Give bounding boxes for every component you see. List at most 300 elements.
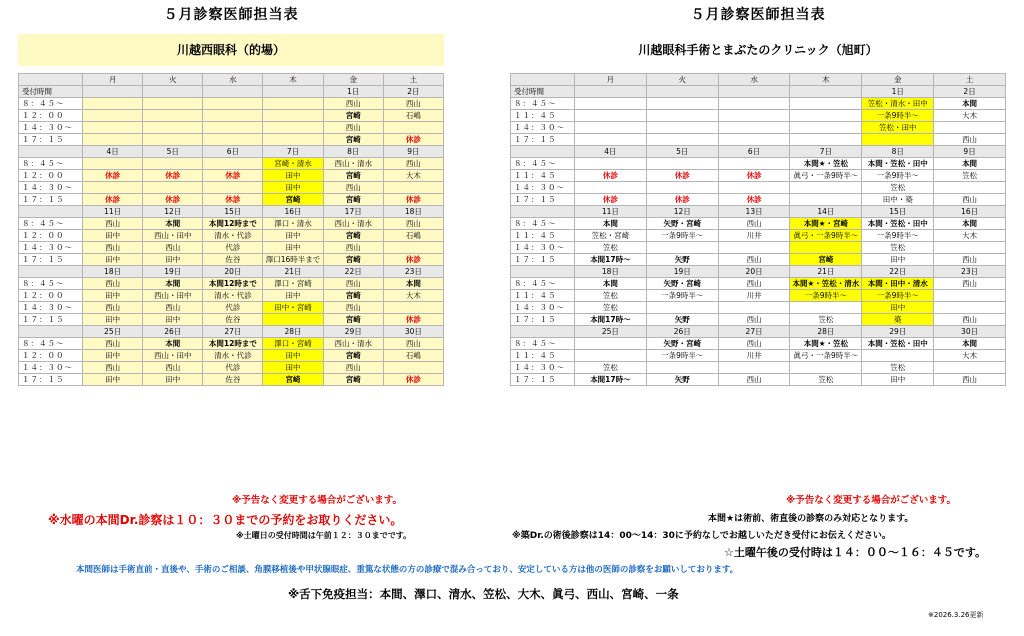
schedule-cell: 宮崎 (323, 134, 383, 146)
schedule-cell (203, 110, 263, 122)
schedule-cell: 本間・田中・清水 (862, 278, 934, 290)
date-cell: 9日 (383, 146, 443, 158)
schedule-cell: 矢野 (646, 254, 718, 266)
am-time-label: ８：４５～ (511, 98, 575, 110)
date-cell: 1日 (862, 86, 934, 98)
schedule-cell: 大木 (383, 290, 443, 302)
schedule-cell: 休診 (383, 374, 443, 386)
schedule-cell (263, 314, 323, 326)
schedule-cell: 西山 (934, 374, 1006, 386)
pm-row (19, 302, 444, 314)
am-time-label: １１：４５ (511, 110, 575, 122)
schedule-cell (143, 110, 203, 122)
date-cell: 16日 (263, 206, 323, 218)
right-schedule-table (510, 73, 1006, 386)
schedule-cell (143, 122, 203, 134)
schedule-cell: 休診 (143, 170, 203, 182)
schedule-cell: 休診 (203, 170, 263, 182)
date-cell: 29日 (862, 326, 934, 338)
schedule-cell: 休診 (575, 194, 647, 206)
schedule-cell: 西山 (323, 302, 383, 314)
date-row-label (19, 266, 83, 278)
date-cell: 29日 (323, 326, 383, 338)
schedule-cell: 本間 (934, 218, 1006, 230)
date-cell: 6日 (203, 146, 263, 158)
pm-row (511, 134, 1006, 146)
pm-row (19, 134, 444, 146)
schedule-cell: 宮崎 (323, 290, 383, 302)
schedule-cell: 田中 (263, 230, 323, 242)
am-time-label: ８：４５～ (19, 158, 83, 170)
date-cell (263, 86, 323, 98)
schedule-cell: 一条9時半～ (646, 230, 718, 242)
schedule-cell: 本間 (383, 278, 443, 290)
pm-row (19, 242, 444, 254)
schedule-cell: 西山 (83, 218, 143, 230)
schedule-cell: 矢野・宮崎 (646, 218, 718, 230)
schedule-cell (790, 98, 862, 110)
schedule-cell: 田中 (263, 290, 323, 302)
pm-time-label: １４：３０～ (511, 302, 575, 314)
date-row (19, 266, 444, 278)
schedule-cell: 田中 (862, 374, 934, 386)
am-row (19, 350, 444, 362)
schedule-cell (646, 134, 718, 146)
pm-row (511, 302, 1006, 314)
schedule-cell: 本間17時～ (575, 314, 647, 326)
date-cell: 23日 (934, 266, 1006, 278)
schedule-cell: 休診 (646, 170, 718, 182)
schedule-cell (575, 158, 647, 170)
schedule-cell: 眞弓・一条9時半～ (790, 350, 862, 362)
schedule-cell (575, 122, 647, 134)
schedule-cell: 田中・宮崎 (263, 302, 323, 314)
pm-row (511, 122, 1006, 134)
schedule-cell: 一条9時半～ (646, 350, 718, 362)
schedule-cell: 石嶋 (383, 230, 443, 242)
schedule-cell: 休診 (383, 314, 443, 326)
schedule-cell: 眞弓・一条9時半～ (790, 170, 862, 182)
schedule-cell: 清水・代診 (203, 350, 263, 362)
schedule-cell: 本間★・宮崎 (790, 218, 862, 230)
day-header-cell: 木 (790, 74, 862, 86)
schedule-cell: 休診 (143, 194, 203, 206)
schedule-cell (718, 362, 790, 374)
pm-time-label: １４：３０～ (511, 182, 575, 194)
pm-time-label: １４：３０～ (19, 302, 83, 314)
schedule-cell (383, 122, 443, 134)
header-label-cell: 受付時間 (511, 86, 575, 98)
schedule-cell: 休診 (383, 194, 443, 206)
schedule-cell: 西山・清水 (323, 218, 383, 230)
day-header-cell: 水 (718, 74, 790, 86)
schedule-cell (646, 242, 718, 254)
schedule-cell: 代診 (203, 302, 263, 314)
schedule-cell (646, 98, 718, 110)
schedule-cell (790, 134, 862, 146)
schedule-cell: 西山 (83, 242, 143, 254)
date-cell: 13日 (718, 206, 790, 218)
day-header-cell: 土 (934, 74, 1006, 86)
am-row (511, 110, 1006, 122)
schedule-cell: 西山 (718, 338, 790, 350)
schedule-cell: 大木 (383, 170, 443, 182)
schedule-cell: 西山・田中 (143, 350, 203, 362)
schedule-cell (790, 362, 862, 374)
schedule-cell: 本間★・笠松 (790, 158, 862, 170)
am-time-label: ８：４５～ (511, 278, 575, 290)
schedule-cell: 西山 (323, 182, 383, 194)
schedule-cell (934, 302, 1006, 314)
date-cell (646, 86, 718, 98)
pm-time-label: １７：１５ (19, 134, 83, 146)
schedule-cell: 西山 (718, 278, 790, 290)
am-time-label: ８：４５～ (19, 98, 83, 110)
schedule-cell: 宮崎 (323, 170, 383, 182)
schedule-cell: 笠松 (575, 290, 647, 302)
schedule-cell: 西山 (83, 338, 143, 350)
date-row-label (511, 206, 575, 218)
schedule-cell: 笠松 (790, 314, 862, 326)
am-time-label: １２：００ (19, 230, 83, 242)
schedule-cell: 笠松・宮崎 (575, 230, 647, 242)
date-cell: 9日 (934, 146, 1006, 158)
pm-time-label: １７：１５ (511, 134, 575, 146)
day-header-cell: 木 (263, 74, 323, 86)
date-cell: 1日 (323, 86, 383, 98)
date-cell: 18日 (575, 266, 647, 278)
pm-row (19, 122, 444, 134)
pm-row (511, 362, 1006, 374)
schedule-cell (83, 182, 143, 194)
schedule-cell: 佐谷 (203, 314, 263, 326)
schedule-cell: 西山 (718, 314, 790, 326)
schedule-cell: 笠松 (934, 170, 1006, 182)
schedule-cell (575, 134, 647, 146)
schedule-cell: 田中 (83, 374, 143, 386)
date-cell: 21日 (790, 266, 862, 278)
date-cell: 11日 (575, 206, 647, 218)
am-row (19, 218, 444, 230)
pm-time-label: １７：１５ (19, 374, 83, 386)
pm-time-label: １４：３０～ (19, 122, 83, 134)
pm-time-label: １７：１５ (511, 194, 575, 206)
am-row (511, 170, 1006, 182)
schedule-cell: 西山 (83, 362, 143, 374)
schedule-cell: 田中 (263, 242, 323, 254)
date-cell: 12日 (143, 206, 203, 218)
schedule-cell (934, 362, 1006, 374)
day-header-row (19, 74, 444, 86)
date-row (511, 326, 1006, 338)
date-cell: 2日 (383, 86, 443, 98)
am-row (19, 230, 444, 242)
date-cell: 5日 (143, 146, 203, 158)
schedule-cell: 矢野・宮崎 (646, 278, 718, 290)
schedule-cell: 宮崎 (323, 314, 383, 326)
schedule-cell: 休診 (83, 194, 143, 206)
schedule-cell: 西山 (383, 338, 443, 350)
schedule-cell (862, 134, 934, 146)
schedule-cell: 田中 (862, 302, 934, 314)
schedule-cell (790, 302, 862, 314)
schedule-cell: 一条9時半～ (646, 290, 718, 302)
date-cell: 4日 (575, 146, 647, 158)
schedule-cell: 大木 (934, 230, 1006, 242)
schedule-cell: 澤口・宮崎 (263, 278, 323, 290)
date-cell: 25日 (83, 326, 143, 338)
date-cell: 15日 (203, 206, 263, 218)
schedule-cell: 笠松・田中 (862, 122, 934, 134)
pm-time-label: １７：１５ (19, 254, 83, 266)
date-row (511, 206, 1006, 218)
date-row (511, 266, 1006, 278)
right-main-title: ５月診察医師担当表 (690, 7, 826, 23)
left-clinic-title: 川越西眼科（的場） (18, 34, 444, 66)
schedule-cell (718, 98, 790, 110)
schedule-cell (263, 134, 323, 146)
schedule-cell: 矢野 (646, 374, 718, 386)
schedule-cell: 宮崎 (323, 350, 383, 362)
schedule-cell (646, 362, 718, 374)
am-row (511, 290, 1006, 302)
schedule-cell: 本間 (575, 218, 647, 230)
schedule-cell: 本間17時～ (575, 374, 647, 386)
pm-time-label: １７：１５ (19, 314, 83, 326)
date-row-label (511, 326, 575, 338)
am-time-label: １２：００ (19, 350, 83, 362)
blue-note-honma: 本間医師は手術直前・直後や、手術のご相談、角膜移植後や甲状腺眼症、重篤な状態の方の診療で混み合っており、安定している方は他の医師の診察をお願いしております。 (76, 565, 739, 575)
schedule-cell: 石嶋 (383, 110, 443, 122)
schedule-cell: 宮崎 (790, 254, 862, 266)
schedule-cell: 一条9時半～ (862, 230, 934, 242)
schedule-cell: 一条9時半～ (862, 110, 934, 122)
schedule-cell: 田中 (83, 350, 143, 362)
schedule-cell: 田中 (143, 314, 203, 326)
date-cell: 27日 (718, 326, 790, 338)
date-row-label (511, 266, 575, 278)
schedule-cell: 笠松 (575, 362, 647, 374)
am-row (511, 278, 1006, 290)
schedule-cell: 宮崎 (263, 194, 323, 206)
date-cell: 25日 (575, 326, 647, 338)
schedule-cell (383, 182, 443, 194)
schedule-cell: 西山 (934, 194, 1006, 206)
schedule-cell: 西山 (83, 302, 143, 314)
schedule-cell: 矢野 (646, 314, 718, 326)
schedule-cell: 本間・笠松・田中 (862, 158, 934, 170)
left-note-change: ※予告なく変更する場合がございます。 (232, 495, 402, 506)
schedule-cell (575, 98, 647, 110)
left-main-title: ５月診察医師担当表 (163, 7, 299, 23)
schedule-cell (203, 98, 263, 110)
date-cell: 11日 (83, 206, 143, 218)
schedule-cell (790, 194, 862, 206)
schedule-cell (718, 242, 790, 254)
schedule-cell (263, 98, 323, 110)
schedule-cell: 川井 (718, 230, 790, 242)
am-time-label: １１：４５ (511, 290, 575, 302)
day-header-blank (19, 74, 83, 86)
schedule-cell (934, 182, 1006, 194)
am-row (19, 98, 444, 110)
day-header-cell: 月 (83, 74, 143, 86)
schedule-cell: 本間12時まで (203, 278, 263, 290)
date-cell: 5日 (646, 146, 718, 158)
schedule-cell (718, 182, 790, 194)
schedule-cell: 西山 (143, 302, 203, 314)
schedule-cell: 休診 (383, 254, 443, 266)
schedule-cell (263, 122, 323, 134)
right-note-tsuki: ※築Dr.の術後診察は14：00～14：30に予約なしでお越しいただき受付にお伝えください。 (512, 531, 891, 541)
schedule-cell (646, 110, 718, 122)
schedule-cell: 代診 (203, 242, 263, 254)
schedule-cell: 田中 (862, 254, 934, 266)
date-cell: 12日 (646, 206, 718, 218)
pm-row (19, 374, 444, 386)
schedule-cell: 本間 (575, 278, 647, 290)
schedule-cell: 佐谷 (203, 254, 263, 266)
am-time-label: ８：４５～ (511, 218, 575, 230)
date-cell: 18日 (83, 266, 143, 278)
schedule-cell (790, 242, 862, 254)
am-time-label: １２：００ (19, 110, 83, 122)
date-cell: 8日 (323, 146, 383, 158)
schedule-cell: 田中 (143, 254, 203, 266)
schedule-cell: 西山 (718, 254, 790, 266)
am-row (19, 110, 444, 122)
schedule-cell: 西山 (934, 254, 1006, 266)
right-schedule-panel (510, 0, 1006, 386)
schedule-cell (143, 158, 203, 170)
schedule-cell (646, 158, 718, 170)
date-cell (790, 86, 862, 98)
schedule-cell: 大木 (934, 110, 1006, 122)
schedule-cell: 西山 (83, 278, 143, 290)
date-cell: 18日 (383, 206, 443, 218)
schedule-cell (646, 122, 718, 134)
am-row (19, 278, 444, 290)
am-row (19, 338, 444, 350)
schedule-cell (143, 98, 203, 110)
schedule-cell: 本間 (143, 278, 203, 290)
am-row (19, 158, 444, 170)
day-header-cell: 金 (862, 74, 934, 86)
date-cell (203, 86, 263, 98)
schedule-cell: 一条9時半～ (790, 290, 862, 302)
date-row-label (511, 146, 575, 158)
schedule-cell (83, 98, 143, 110)
schedule-cell: 休診 (575, 170, 647, 182)
header-label-cell: 受付時間 (19, 86, 83, 98)
pm-row (511, 242, 1006, 254)
schedule-cell: 大木 (934, 350, 1006, 362)
schedule-cell (383, 362, 443, 374)
schedule-cell: 笠松 (575, 302, 647, 314)
pm-row (511, 194, 1006, 206)
am-time-label: １２：００ (19, 290, 83, 302)
am-row (511, 158, 1006, 170)
schedule-cell: 西山 (934, 278, 1006, 290)
date-cell: 7日 (263, 146, 323, 158)
schedule-cell: 西山 (383, 98, 443, 110)
pm-row (19, 194, 444, 206)
schedule-cell: 本間 (143, 338, 203, 350)
pm-row (511, 254, 1006, 266)
am-time-label: １２：００ (19, 170, 83, 182)
am-row (19, 170, 444, 182)
right-clinic-title: 川越眼科手術とまぶたのクリニック（旭町） (638, 43, 878, 57)
date-row (19, 206, 444, 218)
day-header-blank (511, 74, 575, 86)
schedule-cell (203, 122, 263, 134)
schedule-cell: 宮崎・清水 (263, 158, 323, 170)
schedule-cell (263, 110, 323, 122)
schedule-cell: 本間★・笠松・清水 (790, 278, 862, 290)
schedule-cell: 本間・笠松・田中 (862, 218, 934, 230)
schedule-cell: 本間17時～ (575, 254, 647, 266)
schedule-cell: 西山 (383, 158, 443, 170)
date-cell: 17日 (323, 206, 383, 218)
am-time-label: ８：４５～ (19, 338, 83, 350)
schedule-cell: 佐谷 (203, 374, 263, 386)
am-row (511, 230, 1006, 242)
schedule-cell (383, 302, 443, 314)
schedule-cell (83, 122, 143, 134)
date-cell: 19日 (646, 266, 718, 278)
schedule-cell: 清水・代診 (203, 230, 263, 242)
schedule-cell: 本間 (934, 338, 1006, 350)
schedule-cell (203, 182, 263, 194)
schedule-cell (83, 110, 143, 122)
schedule-cell (790, 110, 862, 122)
pm-row (511, 182, 1006, 194)
date-cell: 23日 (383, 266, 443, 278)
date-cell: 8日 (862, 146, 934, 158)
pm-row (19, 254, 444, 266)
schedule-cell (934, 290, 1006, 302)
schedule-cell: 築 (862, 314, 934, 326)
schedule-cell (718, 158, 790, 170)
schedule-cell: 宮崎 (323, 110, 383, 122)
pm-time-label: １４：３０～ (19, 242, 83, 254)
schedule-cell: 本間 (934, 98, 1006, 110)
schedule-cell: 一条9時半～ (862, 290, 934, 302)
schedule-cell (203, 134, 263, 146)
pm-time-label: １７：１５ (511, 254, 575, 266)
schedule-cell: 休診 (383, 134, 443, 146)
date-cell: 16日 (934, 206, 1006, 218)
am-row (19, 290, 444, 302)
schedule-cell: 笠松 (575, 242, 647, 254)
schedule-cell: 宮崎 (323, 374, 383, 386)
date-row-label (19, 146, 83, 158)
schedule-cell: 田中 (263, 170, 323, 182)
schedule-cell: 西山 (143, 362, 203, 374)
right-note-star: 本間★は術前、術直後の診察のみ対応となります。 (708, 514, 914, 524)
date-cell (83, 86, 143, 98)
schedule-cell: 西山 (143, 242, 203, 254)
schedule-cell: 西山 (323, 362, 383, 374)
date-row (19, 86, 444, 98)
schedule-cell (575, 182, 647, 194)
schedule-cell: 澤口16時半まで (263, 254, 323, 266)
date-cell: 19日 (143, 266, 203, 278)
schedule-cell (83, 134, 143, 146)
schedule-cell: 休診 (718, 194, 790, 206)
date-cell: 20日 (203, 266, 263, 278)
date-cell: 26日 (143, 326, 203, 338)
